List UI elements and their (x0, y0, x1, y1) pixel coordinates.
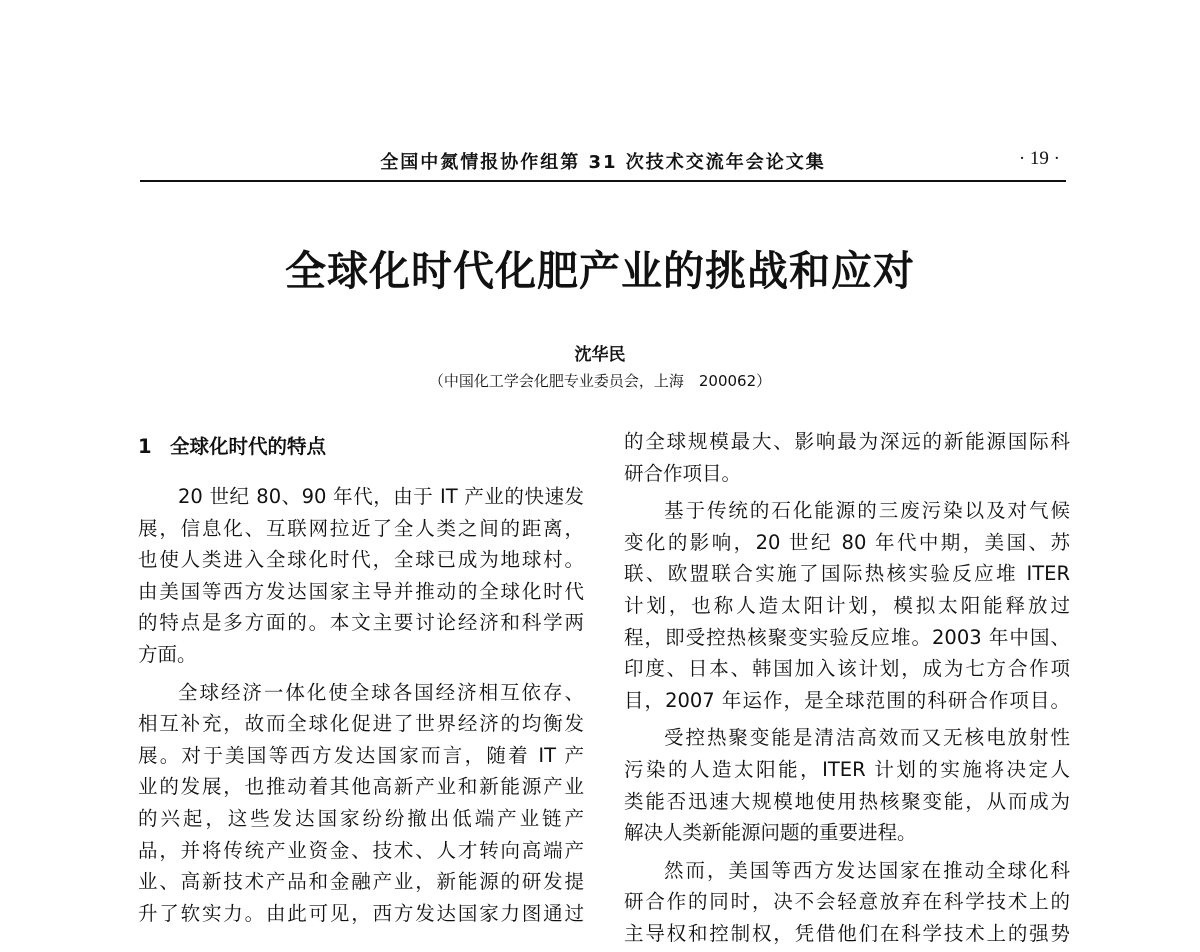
text-line: 受控热聚变能是清洁高效而又无核电放射性 (664, 726, 1070, 750)
text-line: 也使人类进入全球化时代，全球已成为地球村。 (138, 548, 584, 572)
left-column (138, 432, 584, 929)
text-line: 然而，美国等西方发达国家在推动全球化科 (664, 858, 1070, 882)
right-column (624, 426, 1070, 950)
text-line: 程，即受控热核聚变实验反应堆。2003 年中国、 (624, 625, 1070, 649)
text-line: 研合作项目。 (624, 461, 742, 485)
text-line: 方面。 (138, 642, 197, 666)
page-number: · 19 · (1018, 148, 1060, 169)
paragraph (624, 855, 1070, 950)
text-line: 解决人类新能源问题的重要进程。 (624, 821, 917, 845)
paragraph (624, 426, 1070, 489)
text-line: 联、欧盟联合实施了国际热核实验反应堆 ITER (624, 562, 1070, 586)
text-line: 业、高新技术产品和金融产业，新能源的研发提 (138, 870, 584, 894)
section-title: 全球化时代的特点 (170, 435, 327, 458)
paragraph (138, 481, 584, 671)
author-affiliation: （中国化工学会化肥专业委员会，上海 200062） (428, 372, 772, 390)
paragraph (624, 722, 1070, 848)
text-line: 全球经济一体化使全球各国经济相互依存、 (178, 680, 584, 704)
text-line: 类能否迅速大规模地使用热核聚变能，从而成为 (624, 789, 1070, 813)
section-heading (138, 432, 584, 462)
text-line: 相互补充，故而全球化促进了世界经济的均衡发 (138, 712, 584, 736)
text-line: 由美国等西方发达国家主导并推动的全球化时代 (138, 579, 584, 603)
text-line: 品，并将传统产业资金、技术、人才转向高端产 (138, 838, 584, 862)
text-line: 基于传统的石化能源的三废污染以及对气候 (664, 499, 1070, 523)
text-line: 主导权和控制权，凭借他们在科学技术上的强势 (624, 921, 1070, 945)
section-number: 1 (138, 435, 152, 458)
text-line: 污染的人造太阳能，ITER 计划的实施将决定人 (624, 757, 1070, 781)
text-line: 升了软实力。由此可见，西方发达国家力图通过 (138, 901, 584, 925)
text-line: 印度、日本、韩国加入该计划，成为七方合作项 (624, 657, 1070, 681)
text-line: 业的发展，也推动着其他高新产业和新能源产业 (138, 775, 584, 799)
paragraph (138, 677, 584, 930)
text-line: 的兴起，这些发达国家纷纷撤出低端产业链产 (138, 806, 584, 830)
text-line: 目，2007 年运作，是全球范围的科研合作项目。 (624, 688, 1070, 712)
text-line: 变化的影响，20 世纪 80 年代中期，美国、苏 (624, 530, 1070, 554)
text-line: 研合作的同时，决不会轻意放弃在科学技术上的 (624, 890, 1070, 914)
text-line: 的全球规模最大、影响最为深远的新能源国际科 (624, 430, 1070, 453)
text-line: 20 世纪 80、90 年代，由于 IT 产业的快速发 (178, 485, 584, 508)
journal-title: 全国中氮情报协作组第 31 次技术交流年会论文集 (380, 152, 826, 173)
text-line: 的特点是多方面的。本文主要讨论经济和科学两 (138, 611, 584, 635)
text-line: 展，信息化、互联网拉近了全人类之间的距离， (138, 516, 584, 540)
running-header (140, 146, 1066, 182)
text-line: 展。对于美国等西方发达国家而言，随着 IT 产 (138, 743, 584, 767)
author-name: 沈华民 (574, 345, 626, 365)
text-line: 计划，也称人造太阳计划，模拟太阳能释放过 (624, 593, 1070, 617)
paper-title: 全球化时代化肥产业的挑战和应对 (285, 247, 915, 295)
paragraph (624, 495, 1070, 716)
